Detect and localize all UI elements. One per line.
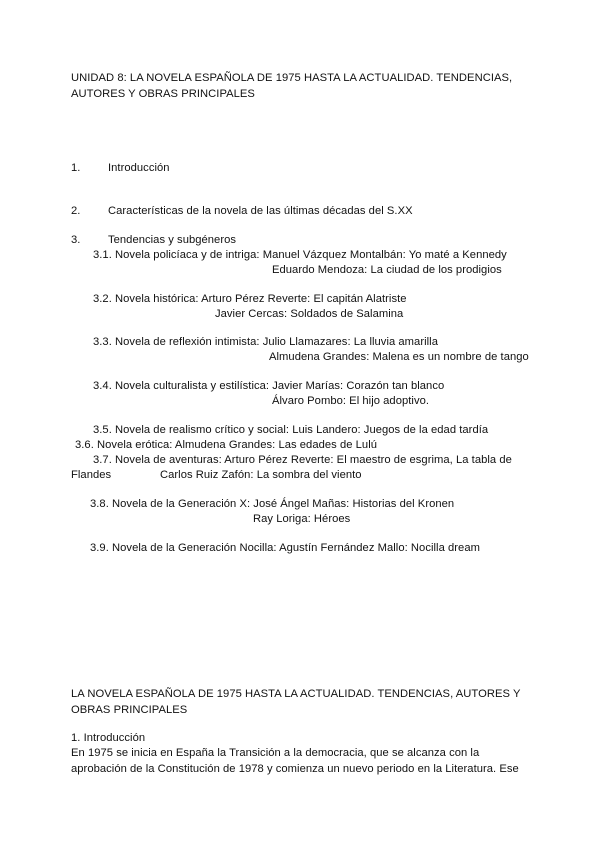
subsection-3-2: 3.2. Novela histórica: Arturo Pérez Reverte: El capitán Alatriste bbox=[93, 293, 407, 305]
section-number-1: 1. bbox=[71, 162, 81, 174]
subsection-3-2-cont: Javier Cercas: Soldados de Salamina bbox=[215, 308, 404, 320]
section-label-2: Características de la novela de las últimas décadas del S.XX bbox=[108, 205, 413, 217]
subsection-3-4: 3.4. Novela culturalista y estilística: Javier Marías: Corazón tan blanco bbox=[93, 380, 445, 392]
section-number-2: 2. bbox=[71, 205, 81, 217]
subsection-3-3-cont: Almudena Grandes: Malena es un nombre de tango bbox=[269, 351, 529, 363]
subsection-3-9: 3.9. Novela de la Generación Nocilla: Agustín Fernández Mallo: Nocilla dream bbox=[90, 542, 480, 554]
intro-heading: 1. Introducción bbox=[71, 732, 146, 744]
subsection-3-1: 3.1. Novela policíaca y de intriga: Manuel Vázquez Montalbán: Yo maté a Kennedy bbox=[93, 249, 507, 261]
body-title-line-1: LA NOVELA ESPAÑOLA DE 1975 HASTA LA ACTUALIDAD. TENDENCIAS, AUTORES Y bbox=[71, 688, 521, 700]
subsection-3-8-cont: Ray Loriga: Héroes bbox=[253, 513, 351, 525]
section-label-1: Introducción bbox=[108, 162, 170, 174]
paragraph-line-1: En 1975 se inicia en España la Transición a la democracia, que se alcanza con la bbox=[71, 747, 480, 759]
section-label-3: Tendencias y subgéneros bbox=[108, 234, 237, 246]
subsection-3-1-cont: Eduardo Mendoza: La ciudad de los prodigios bbox=[272, 264, 502, 276]
subsection-3-4-cont: Álvaro Pombo: El hijo adoptivo. bbox=[272, 395, 430, 407]
subsection-3-3: 3.3. Novela de reflexión intimista: Julio Llamazares: La lluvia amarilla bbox=[93, 336, 438, 348]
subsection-3-6: 3.6. Novela erótica: Almudena Grandes: Las edades de Lulú bbox=[75, 439, 377, 451]
subsection-3-8: 3.8. Novela de la Generación X: José Ángel Mañas: Historias del Kronen bbox=[90, 498, 455, 510]
subsection-3-7: 3.7. Novela de aventuras: Arturo Pérez Reverte: El maestro de esgrima, La tabla de bbox=[93, 454, 512, 466]
body-title-line-2: OBRAS PRINCIPALES bbox=[71, 704, 188, 716]
section-number-3: 3. bbox=[71, 234, 81, 246]
paragraph-line-2: aprobación de la Constitución de 1978 y comienza un nuevo periodo en la Literatura. Ese bbox=[71, 763, 519, 775]
unit-title-line-1: UNIDAD 8: LA NOVELA ESPAÑOLA DE 1975 HASTA LA ACTUALIDAD. TENDENCIAS, bbox=[71, 72, 513, 84]
subsection-3-7-cont: Carlos Ruiz Zafón: La sombra del viento bbox=[160, 469, 362, 481]
subsection-3-7-wrap: Flandes bbox=[71, 469, 112, 481]
subsection-3-5: 3.5. Novela de realismo crítico y social: Luis Landero: Juegos de la edad tardía bbox=[93, 424, 489, 436]
unit-title-line-2: AUTORES Y OBRAS PRINCIPALES bbox=[71, 88, 255, 100]
